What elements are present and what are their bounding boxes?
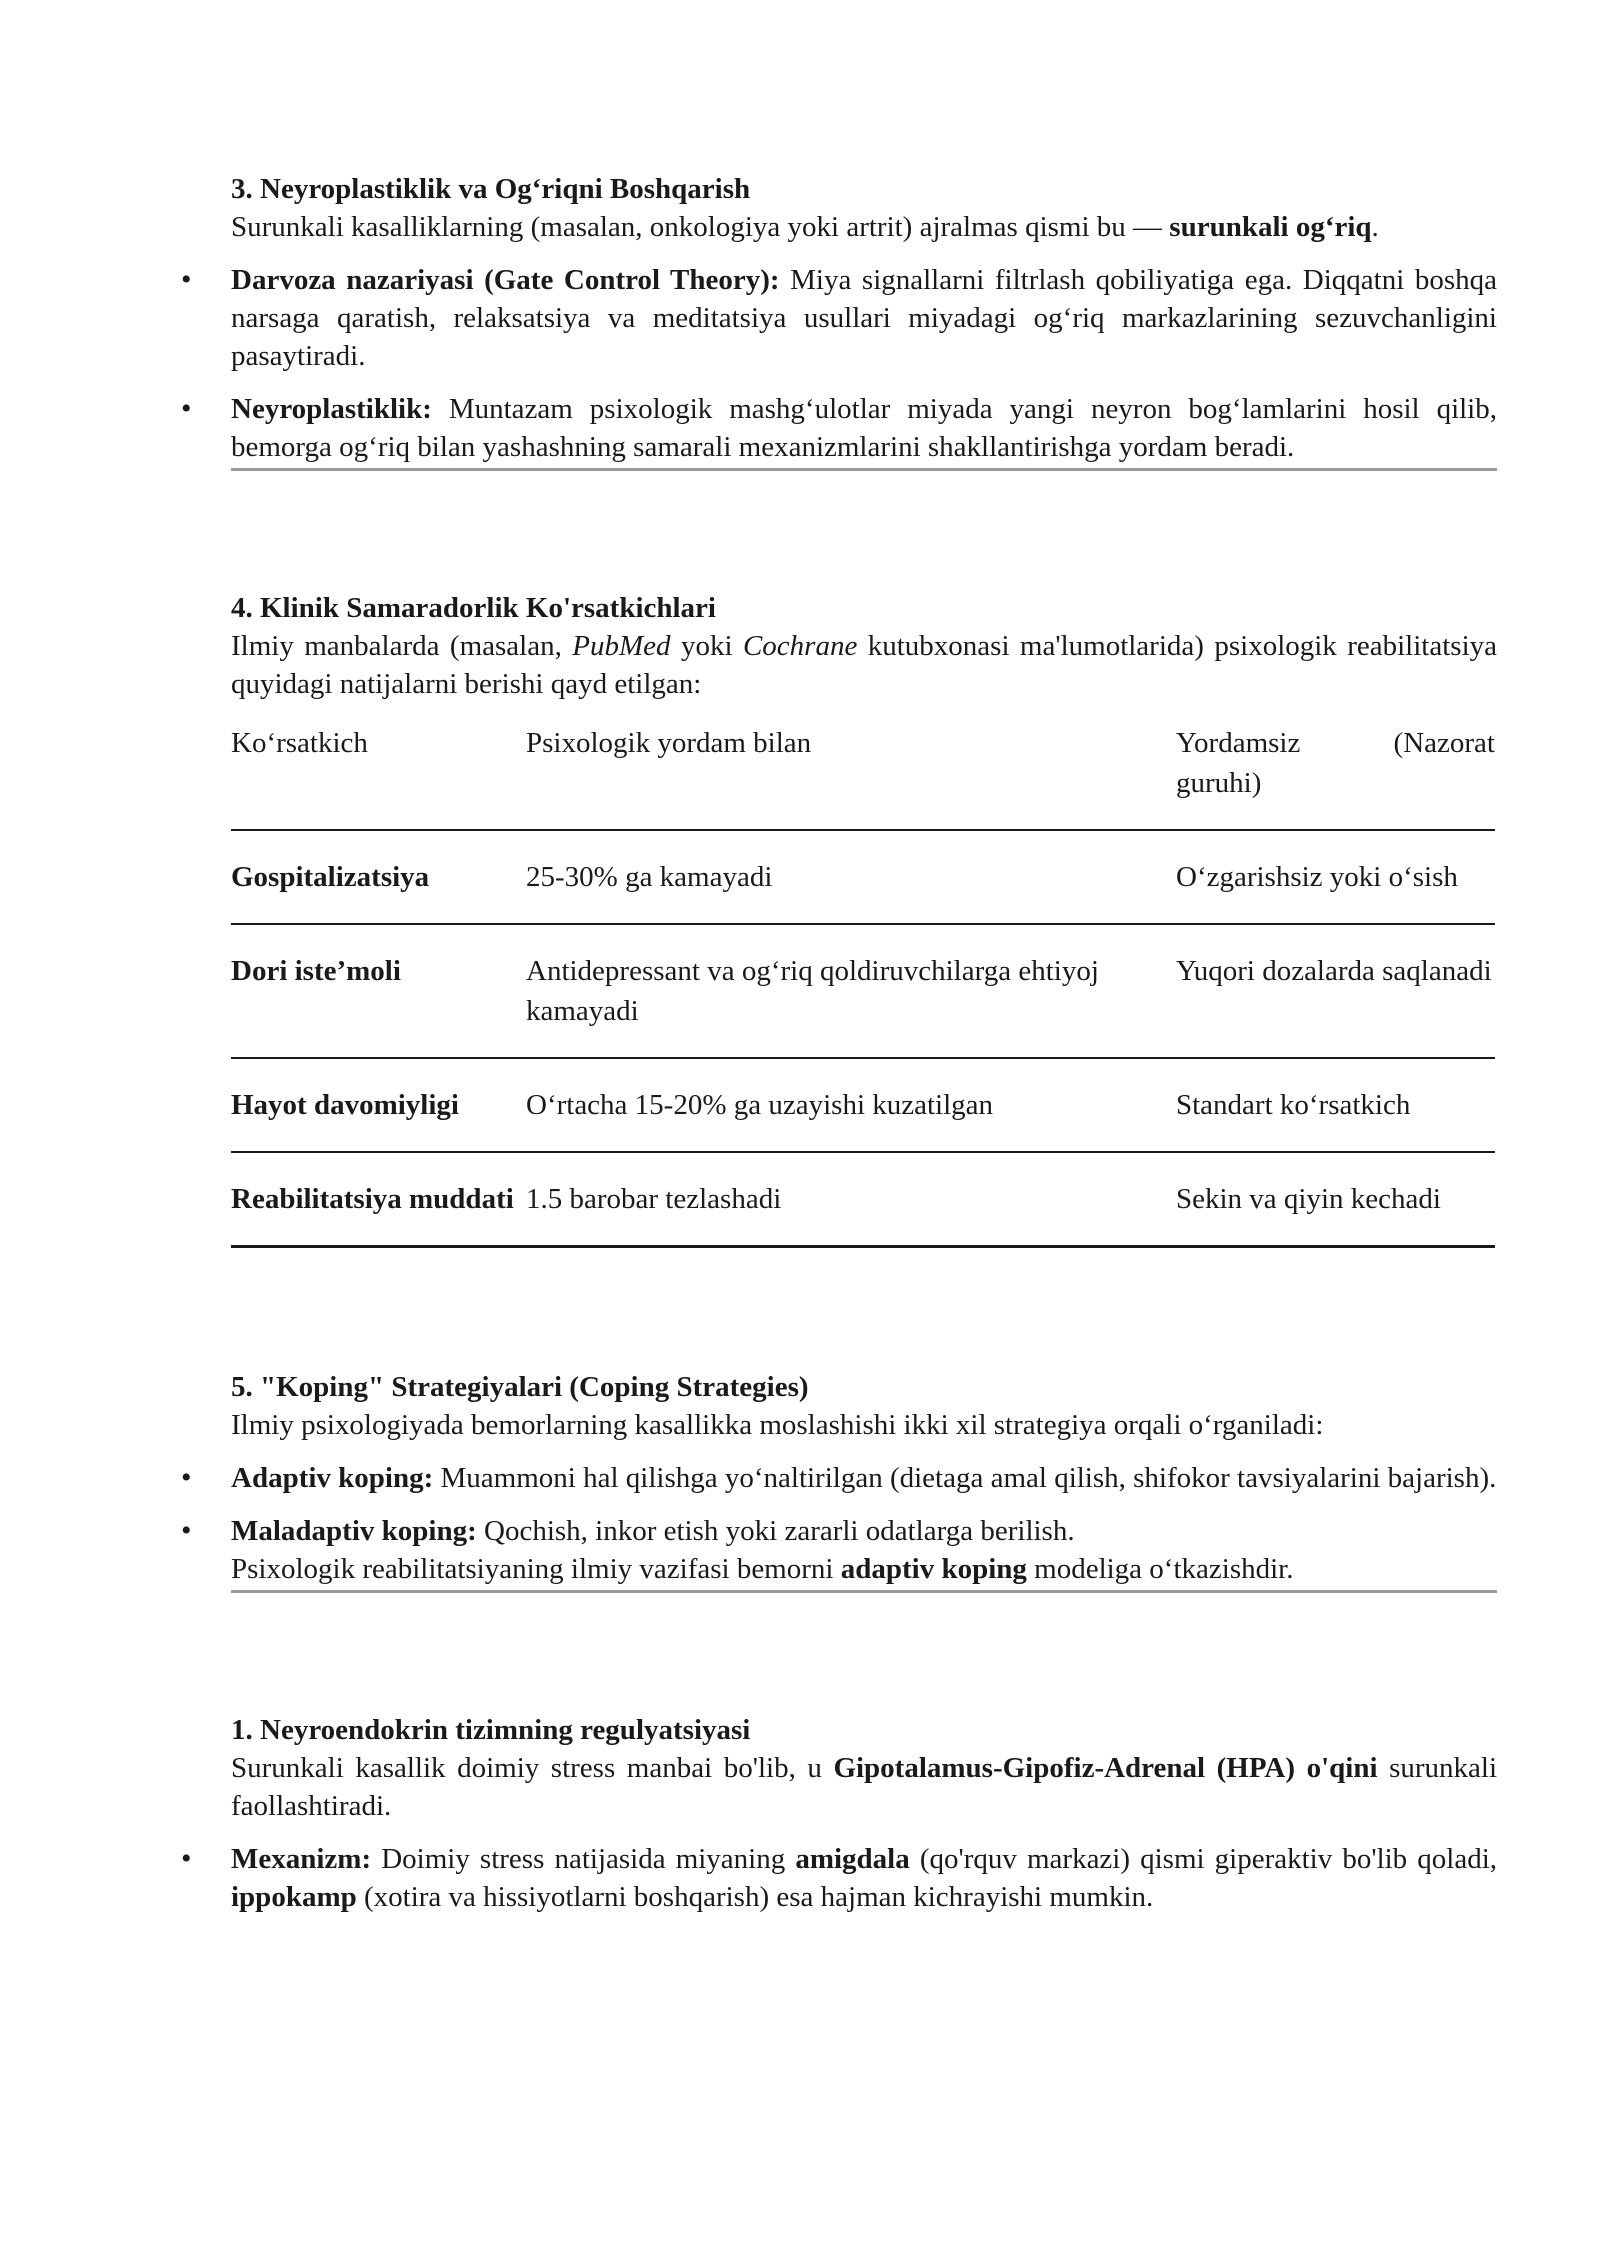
bullet-maladaptive-coping: • Maladaptiv koping: Qochish, inkor etish yoki zararli odatlarga berilish. Psixologik reabilitatsiyaning ilmiy vazifasi bemorni adaptiv koping modeliga o‘tkazishdir.	[231, 1512, 1497, 1588]
section-3-title: 3. Neyroplastiklik va Og‘riqni Boshqarish	[231, 173, 751, 205]
row-indicator: Reabilitatsiya muddati	[231, 1183, 514, 1215]
section-4-intro: Ilmiy manbalarda (masalan, PubMed yoki Cochrane kutubxonasi ma'lumotlarida) psixologik reabilitatsiya quyidagi natijalarni berishi qayd etilgan:	[231, 630, 1497, 700]
section-3-bullets	[231, 261, 1497, 466]
row-without-help: Standart ko‘rsatkich	[1176, 1058, 1495, 1152]
efficacy-table	[231, 723, 1495, 1248]
header-indicator: Ko‘rsatkich	[231, 723, 526, 830]
header-with-help: Psixologik yordam bilan	[526, 723, 1176, 830]
section-1-bullets	[231, 1840, 1497, 1916]
section-coping-strategies	[231, 1368, 1497, 1593]
section-neuroplasticity	[231, 170, 1497, 471]
section-clinical-efficacy	[231, 589, 1497, 1248]
section-neuroendocrine	[231, 1711, 1497, 1916]
row-with-help: 25-30% ga kamayadi	[526, 830, 1176, 924]
table-row	[231, 1058, 1495, 1152]
header-without-help: Yordamsiz (Nazorat guruhi)	[1176, 723, 1495, 830]
table-row	[231, 830, 1495, 924]
row-without-help: O‘zgarishsiz yoki o‘sish	[1176, 830, 1495, 924]
section-1-intro: Surunkali kasallik doimiy stress manbai bo'lib, u Gipotalamus-Gipofiz-Adrenal (HPA) o'qini surunkali faollashtiradi.	[231, 1752, 1498, 1822]
row-indicator: Dori iste’moli	[231, 955, 401, 987]
section-5-title: 5. "Koping" Strategiyalari (Coping Strategies)	[231, 1371, 809, 1403]
row-with-help: 1.5 barobar tezlashadi	[526, 1152, 1176, 1247]
row-with-help: Antidepressant va og‘riq qoldiruvchilarga ehtiyoj kamayadi	[526, 924, 1176, 1058]
bullet-adaptive-coping: • Adaptiv koping: Muammoni hal qilishga yo‘naltirilgan (dietaga amal qilish, shifokor tavsiyalarini bajarish).	[231, 1459, 1497, 1497]
section-3-intro: Surunkali kasalliklarning (masalan, onkologiya yoki artrit) ajralmas qismi bu — surunkali og‘riq.	[231, 211, 1379, 243]
document-page	[231, 170, 1497, 1916]
row-indicator: Hayot davomiyligi	[231, 1089, 459, 1121]
section-5-closing: Psixologik reabilitatsiyaning ilmiy vazifasi bemorni adaptiv koping modeliga o‘tkazishdir.	[231, 1553, 1294, 1585]
section-5-intro: Ilmiy psixologiyada bemorlarning kasallikka moslashishi ikki xil strategiya orqali o‘rganiladi:	[231, 1409, 1324, 1441]
row-without-help: Sekin va qiyin kechadi	[1176, 1152, 1495, 1247]
bullet-neuroplasticity: • Neyroplastiklik: Muntazam psixologik mashg‘ulotlar miyada yangi neyron bog‘lamlarini hosil qilib, bemorga og‘riq bilan yashashning samarali mexanizmlarini shakllantirishga yordam beradi.	[231, 390, 1497, 466]
row-indicator: Gospitalizatsiya	[231, 861, 430, 893]
table-row	[231, 924, 1495, 1058]
row-with-help: O‘rtacha 15-20% ga uzayishi kuzatilgan	[526, 1058, 1176, 1152]
section-5-bullets	[231, 1459, 1497, 1588]
bullet-mechanism: • Mexanizm: Doimiy stress natijasida miyaning amigdala (qo'rquv markazi) qismi giperaktiv bo'lib qoladi, ippokamp (xotira va hissiyotlarni boshqarish) esa hajman kichrayishi mumkin.	[231, 1840, 1497, 1916]
table-row	[231, 1152, 1495, 1247]
section-4-title: 4. Klinik Samaradorlik Ko'rsatkichlari	[231, 592, 716, 624]
section-1-title: 1. Neyroendokrin tizimning regulyatsiyasi	[231, 1714, 751, 1746]
table-header-row	[231, 723, 1495, 830]
row-without-help: Yuqori dozalarda saqlanadi	[1176, 924, 1495, 1058]
bullet-gate-control: • Darvoza nazariyasi (Gate Control Theory): Miya signallarni filtrlash qobiliyatiga ega. Diqqatni boshqa narsaga qaratish, relaksatsiya va meditatsiya usullari miyadagi og‘riq markazlarining sezuvchanligini pasaytiradi.	[231, 261, 1497, 375]
